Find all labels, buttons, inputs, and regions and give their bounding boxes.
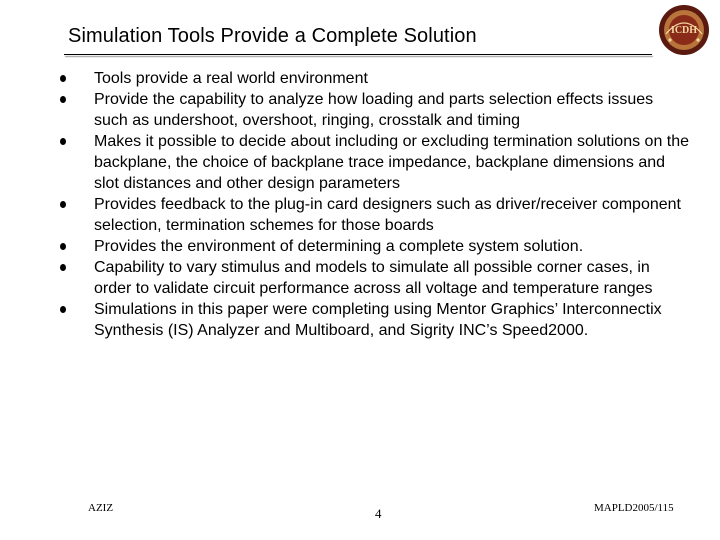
bullet-text: Tools provide a real world environment — [94, 70, 368, 87]
bullet-text: Provide the capability to analyze how loading and parts selection effects issues such as undershoot, overshoot, ringing, crosstalk and timing — [94, 91, 654, 129]
bullet-item — [60, 89, 690, 131]
bullet-item — [60, 257, 690, 299]
bullet-text: Makes it possible to decide about including or excluding termination solutions on the backplane, the choice of backplane trace impedance, backplane dimensions and slot distances and other design parameters — [94, 133, 690, 192]
footer-conference-id: MAPLD2005/115 — [594, 502, 674, 514]
bullet-dot-icon — [60, 264, 66, 271]
seal-dot-left — [668, 38, 671, 41]
bullet-item — [60, 131, 690, 194]
bullet-dot-icon — [60, 306, 66, 313]
seal-dot-right — [696, 38, 699, 41]
bullet-dot-icon — [60, 138, 66, 145]
seal-text: ICDH — [670, 25, 698, 36]
bullet-dot-icon — [60, 75, 66, 82]
bullet-text: Capability to vary stimulus and models to simulate all possible corner cases, in order to validate circuit performance across all voltage and temperature ranges — [94, 259, 653, 297]
bullet-text: Provides feedback to the plug-in card designers such as driver/receiver component selection, termination schemes for those boards — [94, 196, 681, 234]
bullet-dot-icon — [60, 96, 66, 103]
footer-author: AZIZ — [88, 502, 114, 514]
bullet-list — [60, 68, 690, 341]
bullet-item — [60, 299, 690, 341]
bullet-dot-icon — [60, 243, 66, 250]
title-underline — [64, 54, 652, 55]
bullet-item — [60, 194, 690, 236]
bullet-item — [60, 68, 690, 89]
slide-title: Simulation Tools Provide a Complete Solution — [68, 25, 477, 47]
bullet-dot-icon — [60, 201, 66, 208]
conference-seal-icon — [658, 4, 710, 56]
bullet-item — [60, 236, 690, 257]
bullet-text: Provides the environment of determining a complete system solution. — [94, 238, 584, 255]
bullet-text: Simulations in this paper were completing using Mentor Graphics’ Interconnectix Synthesis (IS) Analyzer and Multiboard, and Sigrity INC’s Speed2000. — [94, 301, 662, 339]
footer-page-number: 4 — [375, 506, 382, 521]
